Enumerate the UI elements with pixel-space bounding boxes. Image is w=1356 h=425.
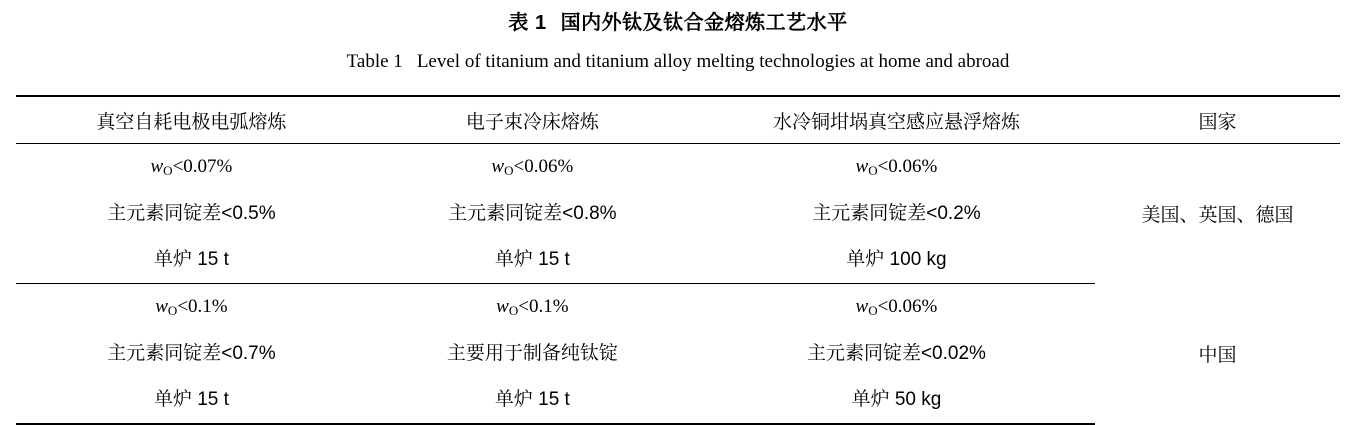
cell-oxygen-content: $w_O<0.06\%$ <box>491 156 574 178</box>
table-title-chinese: 国内外钛及钛合金熔炼工艺水平 <box>560 12 848 34</box>
cell-country: 中国 <box>1198 345 1237 367</box>
table-title-english: Level of titanium and titanium alloy melting technologies at home and abroad <box>416 51 1010 72</box>
column-header-vacuum-arc: 真空自耗电极电弧熔炼 <box>16 96 367 144</box>
cell-oxygen-content: $w_O<0.06\%$ <box>855 156 938 178</box>
cell-element-variation: 主元素同锭差<0.2% <box>812 203 981 224</box>
cell-element-variation: 主元素同锭差<0.7% <box>107 343 276 364</box>
column-header-country: 国家 <box>1095 96 1340 144</box>
table-number-chinese: 表 1 <box>508 12 547 34</box>
cell-usage-note: 主要用于制备纯钛锭 <box>446 343 618 364</box>
cell-country: 美国、英国、德国 <box>1141 205 1294 227</box>
column-header-induction-suspension: 水冷铜坩埚真空感应悬浮熔炼 <box>698 96 1095 144</box>
cell-element-variation: 主元素同锭差<0.8% <box>448 203 617 224</box>
cell-furnace-capacity: 单炉 15 t <box>367 377 698 424</box>
cell-furnace-capacity: 单炉 15 t <box>16 237 367 284</box>
table-row <box>16 144 1340 192</box>
table-header-row <box>16 96 1340 144</box>
cell-element-variation: 主元素同锭差<0.02% <box>806 343 986 364</box>
cell-furnace-capacity: 单炉 15 t <box>367 237 698 284</box>
table-figure-page <box>0 6 1356 416</box>
cell-furnace-capacity: 单炉 15 t <box>16 377 367 424</box>
cell-oxygen-content: $w_O<0.1\%$ <box>496 296 569 318</box>
column-header-electron-beam: 电子束冷床熔炼 <box>367 96 698 144</box>
cell-element-variation: 主元素同锭差<0.5% <box>107 203 276 224</box>
table-caption-chinese <box>0 6 1356 35</box>
table-caption-english <box>0 51 1356 73</box>
table-row <box>16 284 1340 332</box>
melting-technology-table <box>16 95 1340 425</box>
cell-oxygen-content: $w_O<0.1\%$ <box>155 296 228 318</box>
cell-furnace-capacity: 单炉 50 kg <box>698 377 1095 424</box>
cell-oxygen-content: $w_O<0.07\%$ <box>150 156 233 178</box>
cell-oxygen-content: $w_O<0.06\%$ <box>855 296 938 318</box>
cell-furnace-capacity: 单炉 100 kg <box>698 237 1095 284</box>
table-number-english: Table 1 <box>346 51 403 72</box>
